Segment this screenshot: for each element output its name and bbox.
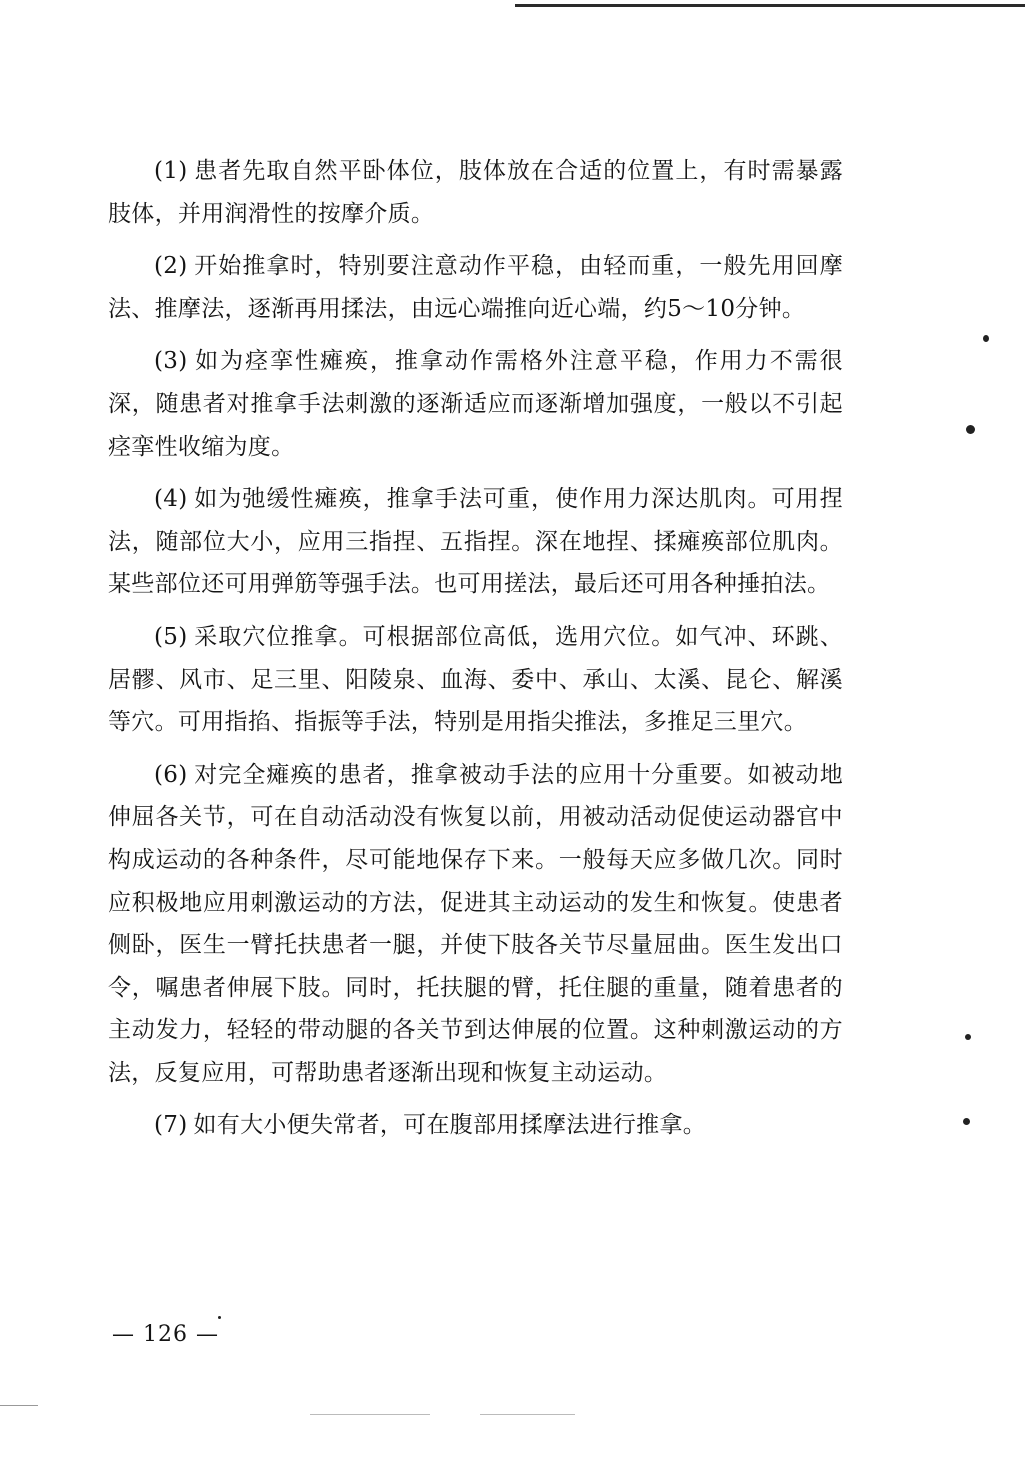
scan-edge-mark [0,1405,38,1406]
paragraph-1 [108,150,843,235]
paragraph-2 [108,245,843,330]
scan-edge-mark [480,1414,575,1415]
paragraph-text: 开始推拿时，特别要注意动作平稳，由轻而重，一般先用回摩法、推摩法，逐渐再用揉法，由远心端推向近心端，约5～10分钟。 [108,253,843,322]
scan-edge-mark [310,1414,430,1415]
paragraph-number: (6) [154,761,188,788]
paragraph-number: (5) [154,623,188,650]
paragraph-3 [108,340,843,468]
top-border-line [515,4,1025,7]
paragraph-5 [108,616,843,744]
paragraph-text: 如有大小便失常者，可在腹部用揉摩法进行推拿。 [193,1112,707,1139]
paragraph-text: 如为痉挛性瘫痪，推拿动作需格外注意平稳，作用力不需很深，随患者对推拿手法刺激的逐渐适应而逐渐增加强度，一般以不引起痉挛性收缩为度。 [108,348,843,460]
paragraph-7 [108,1104,843,1147]
paragraph-number: (2) [154,253,188,280]
paragraph-number: (1) [154,158,188,184]
paragraph-number: (4) [154,486,188,513]
scan-speck [218,1316,221,1319]
scan-speck [966,425,975,434]
scan-speck [983,335,989,342]
paragraph-4 [108,478,843,606]
paragraph-text: 采取穴位推拿。可根据部位高低，选用穴位。如气冲、环跳、居髎、风市、足三里、阳陵泉、血海、委中、承山、太溪、昆仑、解溪等穴。可用指掐、指振等手法，特别是用指尖推法，多推足三里穴。 [108,623,843,736]
page-number: — 126 — [112,1322,219,1347]
scan-speck [965,1034,971,1040]
paragraph-number: (7) [154,1112,188,1139]
paragraph-text: 对完全瘫痪的患者，推拿被动手法的应用十分重要。如被动地伸屈各关节，可在自动活动没有恢复以前，用被动活动促使运动器官中构成运动的各种条件，尽可能地保存下来。一般每天应多做几次。同时应积极地应用刺激运动的方法，促进其主动运动的发生和恢复。使患者侧卧，医生一臂托扶患者一腿，并使下肢各关节尽量屈曲。医生发出口令，嘱患者伸展下肢。同时，托扶腿的臂，托住腿的重量，随着患者的主动发力，轻轻的带动腿的各关节到达伸展的位置。这种刺激运动的方法，反复应用，可帮助患者逐渐出现和恢复主动运动。 [108,761,843,1086]
scan-speck [963,1118,970,1125]
paragraph-text: 患者先取自然平卧体位，肢体放在合适的位置上，有时需暴露肢体，并用润滑性的按摩介质。 [108,158,843,227]
paragraph-6 [108,754,843,1095]
body-text [108,150,843,1157]
paragraph-number: (3) [154,348,188,375]
paragraph-text: 如为弛缓性瘫痪，推拿手法可重，使作用力深达肌肉。可用捏法，随部位大小，应用三指捏、五指捏。深在地捏、揉瘫痪部位肌肉。某些部位还可用弹筋等强手法。也可用搓法，最后还可用各种捶拍法。 [108,486,843,598]
